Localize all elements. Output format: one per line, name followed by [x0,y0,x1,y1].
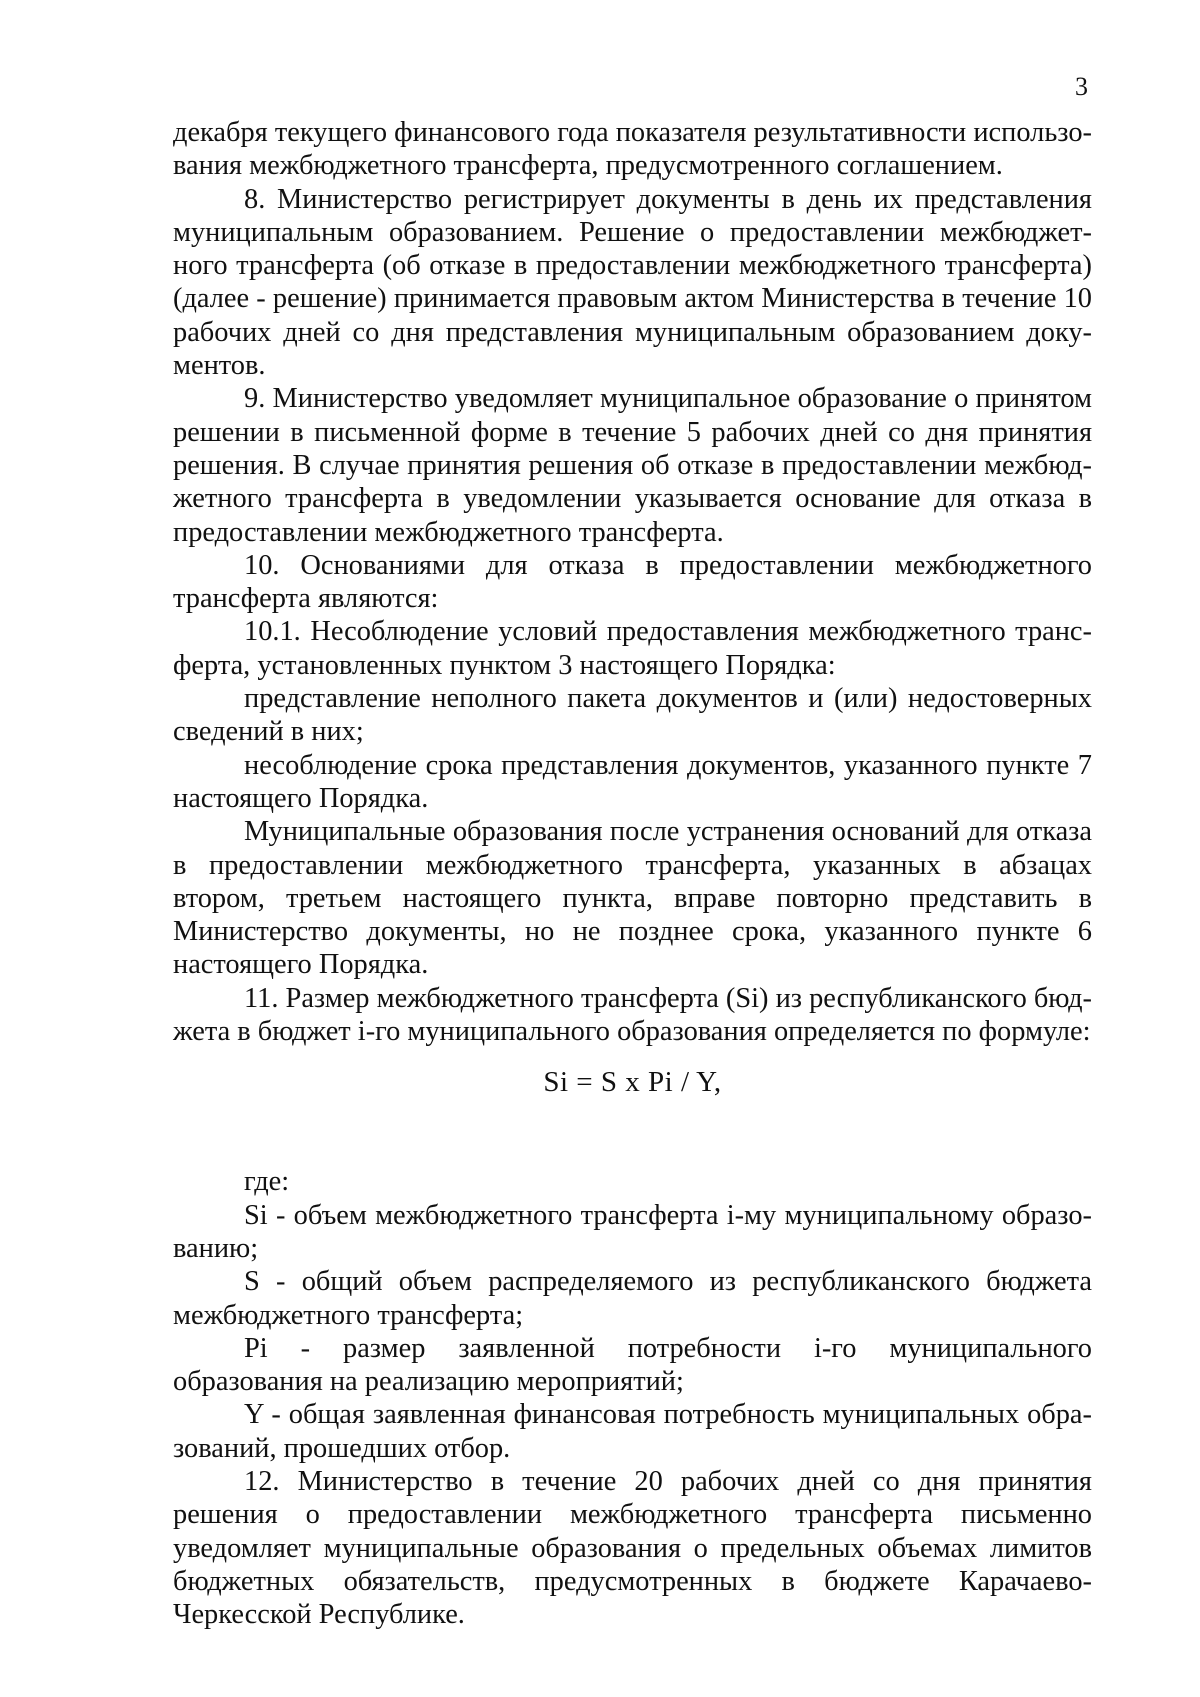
paragraph-incomplete-package: представление неполного пакета документов и (или) недостоверных сведений в них; [173,683,1092,748]
formula-block [173,1048,1092,1165]
paragraph-resubmission: Муниципальные образования после устранения оснований для отказа в предоставлении межбюджетного трансферта, указанных в абзацах втором, третьем настоящего пункта, вправе повторно представить в Министерство документы, но не позднее срока, указанного пункте 6 настоящего Порядка. [173,816,1092,981]
page-number: 3 [1075,72,1088,101]
definition-si: Si - объем межбюджетного трансферта i-му муниципальному образованию; [173,1199,1092,1264]
paragraph-item-12: 12. Министерство в течение 20 рабочих дней со дня принятия решения о предоставлении межбюджетного трансферта письменно уведомляет муниципальные образования о предельных объемах лимитов бюджетных обязательств, предусмотренных в бюджете Карачаево-Черкесской Республике. [173,1465,1092,1631]
definition-s: S - общий объем распределяемого из республиканского бюджета межбюджетного трансферта; [173,1266,1092,1331]
paragraph-deadline-violation: несоблюдение срока представления документов, указанного пункте 7 настоящего Порядка. [173,749,1092,814]
paragraph-item-8: 8. Министерство регистрирует документы в день их представления муниципальным образованием. Решение о предоставлении межбюджетного трансферта (об отказе в предоставлении межбюджетного трансферта) (далее - решение) принимается правовым актом Министерства в течение 10 рабочих дней со дня представления муниципальным образованием документов. [173,183,1092,382]
transfer-formula: Si = S x Pi / Y, [543,1066,722,1099]
paragraph-item-11: 11. Размер межбюджетного трансферта (Si) из республиканского бюджета в бюджет i-го муниципального образования определяется по формуле: [173,982,1092,1048]
definition-y: Y - общая заявленная финансовая потребность муниципальных образований, прошедших отбор. [173,1399,1092,1464]
paragraph-item-10-1: 10.1. Несоблюдение условий предоставления межбюджетного трансферта, установленных пунктом 3 настоящего Порядка: [173,616,1092,681]
formula-where-label: где: [244,1166,290,1198]
paragraph-item-9: 9. Министерство уведомляет муниципальное образование о принятом решении в письменной форме в течение 5 рабочих дней со дня принятия решения. В случае принятия решения об отказе в предоставлении межбюджетного трансферта в уведомлении указывается основание для отказа в предоставлении межбюджетного трансферта. [173,383,1092,548]
document-body [173,116,1092,1631]
paragraph-continuation: декабря текущего финансового года показателя результативности использования межбюджетного трансферта, предусмотренного соглашением. [173,117,1092,182]
definition-pi: Pi - размер заявленной потребности i-го муниципального образования на реализацию мероприятий; [173,1332,1092,1398]
paragraph-item-10: 10. Основаниями для отказа в предоставлении межбюджетного трансферта являются: [173,549,1092,615]
